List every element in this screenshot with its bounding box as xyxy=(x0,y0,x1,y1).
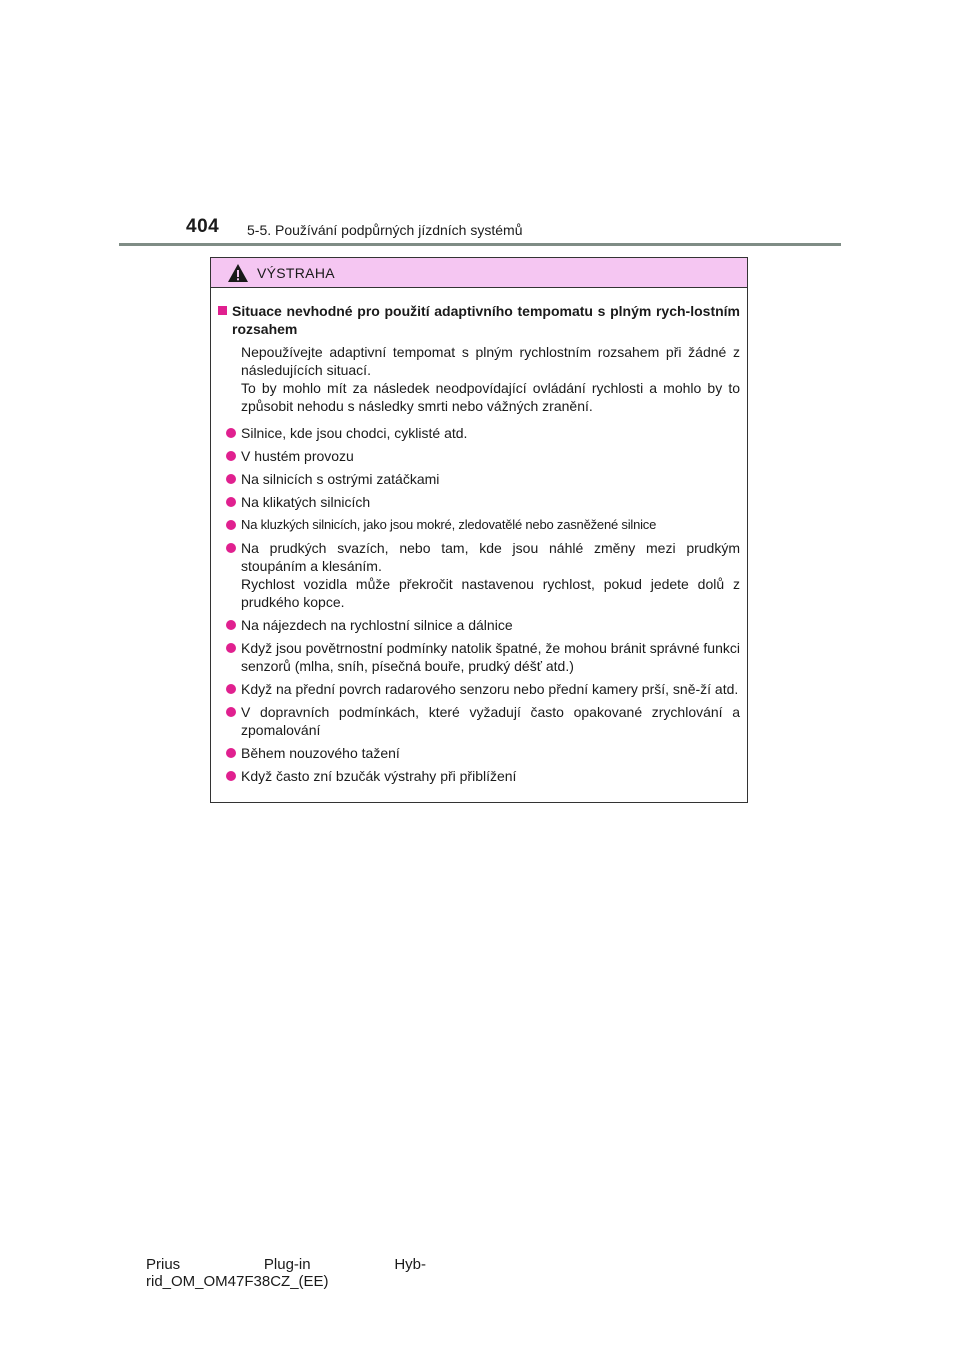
list-item xyxy=(218,424,740,442)
warning-header xyxy=(211,258,747,288)
list-item-text: Na nájezdech na rychlostní silnice a dálnice xyxy=(241,617,513,633)
list-item-text: Na klikatých silnicích xyxy=(241,494,371,510)
list-item-text: Když jsou povětrnostní podmínky natolik špatné, že mohou bránit správné funkci senzorů (mlha, sníh, písečná bouře, prudký déšť atd.) xyxy=(241,640,740,674)
list-item-text: Silnice, kde jsou chodci, cyklisté atd. xyxy=(241,425,468,441)
footer xyxy=(146,1256,426,1290)
warning-box xyxy=(210,257,748,803)
list-item xyxy=(218,744,740,762)
footer-line xyxy=(146,1256,426,1273)
intro-line: To by mohlo mít za následek neodpovídající ovládání rychlosti a mohlo by to způsobit nehodu s následky smrti nebo vážných zranění. xyxy=(241,380,740,414)
list-item xyxy=(218,680,740,698)
list-item xyxy=(218,539,740,611)
bullet-icon xyxy=(226,428,236,438)
warning-subheading xyxy=(218,302,740,338)
bullet-icon xyxy=(226,643,236,653)
bullet-icon xyxy=(226,451,236,461)
list-item xyxy=(218,447,740,465)
list-item-text: Když na přední povrch radarového senzoru nebo přední kamery prší, sně-ží atd. xyxy=(241,681,739,697)
page-number: 404 xyxy=(186,216,220,237)
header-rule xyxy=(119,243,841,246)
bullet-icon xyxy=(226,684,236,694)
list-item xyxy=(218,516,740,534)
bullet-icon xyxy=(226,707,236,717)
list-item xyxy=(218,616,740,634)
bullet-icon xyxy=(226,520,236,530)
warning-triangle-icon xyxy=(227,263,249,283)
list-item-text: Během nouzového tažení xyxy=(241,745,400,761)
list-item-text: Na prudkých svazích, nebo tam, kde jsou náhlé změny mezi prudkým stoupáním a klesáním. xyxy=(241,540,740,574)
footer-word: Plug-in xyxy=(263,1256,311,1273)
footer-word: Hyb- xyxy=(394,1256,426,1273)
list-item-text: V dopravních podmínkách, které vyžadují často opakované zrychlování a zpomalování xyxy=(241,704,740,738)
list-item xyxy=(218,493,740,511)
subheading-text: Situace nevhodné pro použití adaptivního tempomatu s plným rych-lostním rozsahem xyxy=(232,303,740,337)
list-item xyxy=(218,703,740,739)
list-item xyxy=(218,470,740,488)
list-item-text: Rychlost vozidla může překročit nastavenou rychlost, pokud jedete dolů z prudkého kopce. xyxy=(241,576,740,610)
bullet-icon xyxy=(226,620,236,630)
list-item-text: Když často zní bzučák výstrahy při přiblížení xyxy=(241,768,517,784)
bullet-icon xyxy=(226,474,236,484)
list-item xyxy=(218,639,740,675)
footer-line: rid_OM_OM47F38CZ_(EE) xyxy=(146,1273,329,1290)
warning-title: VÝSTRAHA xyxy=(257,264,335,281)
section-title: 5-5. Používání podpůrných jízdních systémů xyxy=(247,222,523,238)
bullet-icon xyxy=(226,497,236,507)
square-bullet-icon xyxy=(218,306,227,315)
bullet-icon xyxy=(226,771,236,781)
list-item-text: Na silnicích s ostrými zatáčkami xyxy=(241,471,440,487)
list-item xyxy=(218,767,740,785)
bullet-icon xyxy=(226,543,236,553)
warning-body xyxy=(211,288,747,785)
list-item-text: Na kluzkých silnicích, jako jsou mokré, zledovatělé nebo zasněžené silnice xyxy=(241,517,657,532)
bullet-icon xyxy=(226,748,236,758)
list-item-text: V hustém provozu xyxy=(241,448,354,464)
footer-word: Prius xyxy=(146,1256,181,1273)
intro-line: Nepoužívejte adaptivní tempomat s plným rychlostním rozsahem při žádné z následujících situací. xyxy=(241,344,740,378)
intro-paragraph xyxy=(218,343,740,415)
